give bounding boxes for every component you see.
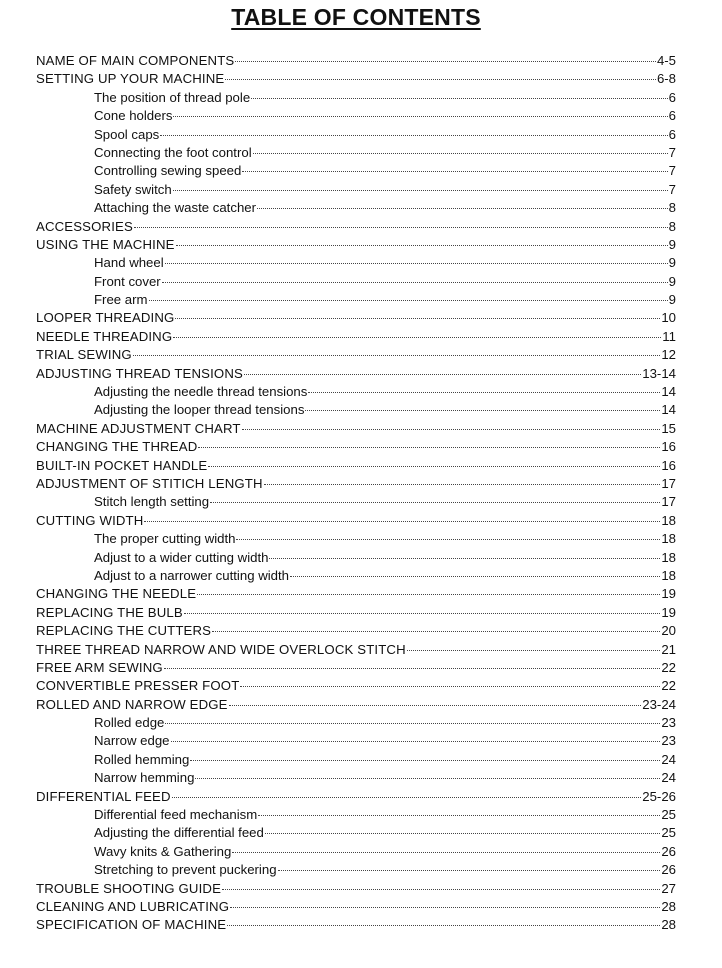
- toc-entry-page-number: 25: [661, 807, 676, 823]
- toc-entry-label: Free arm: [94, 292, 148, 308]
- toc-entry-page-number: 8: [668, 200, 676, 216]
- toc-entry-label: NEEDLE THREADING: [36, 328, 173, 344]
- toc-entry-page-number: 6-8: [656, 71, 676, 87]
- toc-entry-label: REPLACING THE BULB: [36, 604, 183, 620]
- toc-entry-label: CHANGING THE NEEDLE: [36, 586, 197, 602]
- toc-entry-label: Connecting the foot control: [94, 144, 252, 160]
- toc-entry-page-number: 28: [661, 917, 676, 933]
- toc-subentry: [36, 291, 676, 309]
- toc-subentry: [36, 383, 676, 401]
- toc-entry-label: SETTING UP YOUR MACHINE: [36, 71, 225, 87]
- toc-entry-page-number: 9: [668, 292, 676, 308]
- toc-subentry: [36, 162, 676, 180]
- toc-entry-page-number: 23-24: [642, 696, 676, 712]
- toc-entry-page-number: 10: [661, 310, 676, 326]
- toc-entry-label: ROLLED AND NARROW EDGE: [36, 696, 228, 712]
- dot-leader: [257, 207, 668, 209]
- toc-subentry: [36, 401, 676, 419]
- toc-subentry: [36, 126, 676, 144]
- toc-entry-page-number: 23: [661, 733, 676, 749]
- dot-leader: [162, 281, 668, 283]
- toc-entry-page-number: 18: [661, 549, 676, 565]
- toc-entry-page-number: 19: [661, 604, 676, 620]
- toc-entry-label: Safety switch: [94, 181, 172, 197]
- toc-entry-label: DIFFERENTIAL FEED: [36, 788, 171, 804]
- dot-leader: [134, 226, 668, 228]
- toc-entry: [36, 898, 676, 916]
- toc-entry: [36, 696, 676, 714]
- dot-leader: [197, 593, 660, 595]
- dot-leader: [251, 97, 667, 99]
- toc-entry: [36, 880, 676, 898]
- toc-entry-label: SPECIFICATION OF MACHINE: [36, 917, 227, 933]
- toc-entry: [36, 659, 676, 677]
- toc-entry-label: Rolled edge: [94, 715, 165, 731]
- dot-leader: [229, 704, 642, 706]
- toc-entry-label: LOOPER THREADING: [36, 310, 175, 326]
- toc-entry-page-number: 23: [661, 715, 676, 731]
- toc-entry-page-number: 25-26: [642, 788, 676, 804]
- toc-entry-label: Cone holders: [94, 108, 173, 124]
- toc-subentry: [36, 732, 676, 750]
- dot-leader: [225, 78, 656, 80]
- dot-leader: [305, 409, 660, 411]
- toc-subentry: [36, 861, 676, 879]
- dot-leader: [253, 152, 668, 154]
- toc-subentry: [36, 806, 676, 824]
- toc-entry-label: TROUBLE SHOOTING GUIDE: [36, 880, 222, 896]
- dot-leader: [164, 667, 661, 669]
- toc-entry: [36, 677, 676, 695]
- toc-entry-label: Adjusting the differential feed: [94, 825, 264, 841]
- toc-entry: [36, 475, 676, 493]
- toc-subentry: [36, 254, 676, 272]
- dot-leader: [195, 777, 660, 779]
- toc-entry-label: CLEANING AND LUBRICATING: [36, 898, 230, 914]
- toc-entry-label: Front cover: [94, 273, 161, 289]
- dot-leader: [227, 924, 660, 926]
- dot-leader: [232, 851, 660, 853]
- toc-entry: [36, 365, 676, 383]
- dot-leader: [172, 796, 642, 798]
- toc-subentry: [36, 144, 676, 162]
- dot-leader: [133, 354, 660, 356]
- toc-entry: [36, 438, 676, 456]
- toc-entry-page-number: 6: [668, 126, 676, 142]
- toc-entry-label: Controlling sewing speed: [94, 163, 242, 179]
- toc-entry: [36, 420, 676, 438]
- toc-entry-page-number: 18: [661, 512, 676, 528]
- toc-entry-page-number: 22: [661, 659, 676, 675]
- dot-leader: [144, 520, 660, 522]
- toc-entry: [36, 604, 676, 622]
- dot-leader: [290, 575, 660, 577]
- toc-entry-page-number: 7: [668, 163, 676, 179]
- dot-leader: [173, 115, 667, 117]
- toc-entry-page-number: 6: [668, 108, 676, 124]
- toc-entry-label: Adjust to a wider cutting width: [94, 549, 269, 565]
- toc-entry-page-number: 24: [661, 770, 676, 786]
- dot-leader: [190, 759, 660, 761]
- toc-entry: [36, 70, 676, 88]
- toc-entry: [36, 457, 676, 475]
- toc-entry-label: NAME OF MAIN COMPONENTS: [36, 53, 235, 68]
- dot-leader: [258, 814, 660, 816]
- toc-entry-page-number: 9: [668, 236, 676, 252]
- toc-entry-page-number: 25: [661, 825, 676, 841]
- dot-leader: [278, 869, 661, 871]
- dot-leader: [210, 501, 660, 503]
- toc-entry-label: Adjusting the needle thread tensions: [94, 384, 308, 400]
- toc-entry-page-number: 14: [661, 402, 676, 418]
- toc-entry-label: BUILT-IN POCKET HANDLE: [36, 457, 208, 473]
- toc-entry: [36, 512, 676, 530]
- toc-entry-label: Spool caps: [94, 126, 160, 142]
- toc-entry: [36, 52, 676, 70]
- dot-leader: [244, 373, 641, 375]
- toc-entry: [36, 585, 676, 603]
- toc-entry-page-number: 7: [668, 144, 676, 160]
- toc-entry-page-number: 11: [662, 328, 676, 344]
- table-of-contents: [36, 52, 676, 935]
- toc-entry-page-number: 22: [661, 678, 676, 694]
- page-title-text: TABLE OF CONTENTS: [231, 4, 481, 30]
- dot-leader: [242, 170, 667, 172]
- dot-leader: [184, 612, 660, 614]
- dot-leader: [165, 262, 668, 264]
- toc-entry-label: Narrow edge: [94, 733, 170, 749]
- toc-entry-label: Narrow hemming: [94, 770, 195, 786]
- dot-leader: [222, 888, 660, 890]
- toc-entry-label: Differential feed mechanism: [94, 807, 258, 823]
- toc-entry-label: CHANGING THE THREAD: [36, 439, 198, 455]
- dot-leader: [407, 649, 661, 651]
- toc-entry-page-number: 9: [668, 273, 676, 289]
- dot-leader: [165, 722, 660, 724]
- toc-entry-label: FREE ARM SEWING: [36, 659, 163, 675]
- toc-entry-label: The position of thread pole: [94, 89, 251, 105]
- dot-leader: [175, 317, 660, 319]
- dot-leader: [308, 391, 660, 393]
- toc-entry-label: MACHINE ADJUSTMENT CHART: [36, 420, 241, 436]
- toc-entry-label: CONVERTIBLE PRESSER FOOT: [36, 678, 240, 694]
- toc-subentry: [36, 714, 676, 732]
- toc-subentry: [36, 769, 676, 787]
- toc-entry-page-number: 26: [661, 843, 676, 859]
- toc-entry-page-number: 17: [661, 475, 676, 491]
- dot-leader: [176, 244, 668, 246]
- toc-subentry: [36, 493, 676, 511]
- toc-entry: [36, 788, 676, 806]
- toc-subentry: [36, 751, 676, 769]
- toc-entry-page-number: 26: [661, 862, 676, 878]
- toc-subentry: [36, 89, 676, 107]
- toc-entry: [36, 236, 676, 254]
- toc-entry: [36, 309, 676, 327]
- toc-entry-page-number: 7: [668, 181, 676, 197]
- toc-subentry: [36, 199, 676, 217]
- dot-leader: [265, 832, 660, 834]
- toc-entry: [36, 916, 676, 934]
- dot-leader: [198, 446, 660, 448]
- toc-entry-label: Wavy knits & Gathering: [94, 843, 232, 859]
- dot-leader: [208, 465, 660, 467]
- dot-leader: [240, 685, 660, 687]
- page-title: [0, 4, 712, 31]
- dot-leader: [264, 483, 661, 485]
- toc-entry: [36, 346, 676, 364]
- toc-entry-page-number: 6: [668, 89, 676, 105]
- toc-entry-label: Adjusting the looper thread tensions: [94, 402, 305, 418]
- toc-subentry: [36, 107, 676, 125]
- toc-subentry: [36, 181, 676, 199]
- toc-entry-label: ADJUSTING THREAD TENSIONS: [36, 365, 243, 381]
- toc-entry-page-number: 20: [661, 623, 676, 639]
- toc-entry-page-number: 28: [661, 898, 676, 914]
- dot-leader: [171, 740, 661, 742]
- toc-entry-label: Adjust to a narrower cutting width: [94, 567, 289, 583]
- toc-entry-page-number: 9: [668, 255, 676, 271]
- toc-entry-page-number: 21: [661, 641, 676, 657]
- toc-subentry: [36, 530, 676, 548]
- toc-entry-page-number: 27: [661, 880, 676, 896]
- toc-entry-page-number: 18: [661, 531, 676, 547]
- toc-entry-page-number: 13-14: [642, 365, 676, 381]
- toc-entry-page-number: 4-5: [656, 53, 676, 68]
- dot-leader: [236, 538, 660, 540]
- toc-entry-page-number: 16: [661, 439, 676, 455]
- dot-leader: [230, 906, 660, 908]
- toc-entry-page-number: 19: [661, 586, 676, 602]
- toc-entry-label: THREE THREAD NARROW AND WIDE OVERLOCK STITCH: [36, 641, 406, 657]
- dot-leader: [149, 299, 668, 301]
- toc-entry-label: REPLACING THE CUTTERS: [36, 623, 212, 639]
- toc-entry-page-number: 12: [661, 347, 676, 363]
- toc-subentry: [36, 567, 676, 585]
- toc-entry-label: ADJUSTMENT OF STITICH LENGTH: [36, 475, 263, 491]
- dot-leader: [160, 134, 667, 136]
- dot-leader: [212, 630, 660, 632]
- toc-entry-page-number: 8: [668, 218, 676, 234]
- dot-leader: [242, 428, 661, 430]
- dot-leader: [269, 557, 660, 559]
- toc-entry-page-number: 18: [661, 567, 676, 583]
- toc-entry-page-number: 17: [661, 494, 676, 510]
- toc-entry-label: Hand wheel: [94, 255, 164, 271]
- toc-entry-label: The proper cutting width: [94, 531, 236, 547]
- toc-entry: [36, 622, 676, 640]
- toc-entry-label: TRIAL SEWING: [36, 347, 132, 363]
- toc-subentry: [36, 824, 676, 842]
- dot-leader: [173, 336, 661, 338]
- toc-entry-label: CUTTING WIDTH: [36, 512, 144, 528]
- toc-entry-page-number: 16: [661, 457, 676, 473]
- toc-entry: [36, 218, 676, 236]
- toc-entry-label: USING THE MACHINE: [36, 236, 175, 252]
- toc-subentry: [36, 549, 676, 567]
- toc-entry: [36, 641, 676, 659]
- toc-subentry: [36, 843, 676, 861]
- toc-entry-page-number: 14: [661, 384, 676, 400]
- toc-entry-label: Stretching to prevent puckering: [94, 862, 277, 878]
- dot-leader: [173, 189, 668, 191]
- toc-entry-label: Rolled hemming: [94, 751, 190, 767]
- toc-entry-label: ACCESSORIES: [36, 218, 133, 234]
- toc-entry-label: Attaching the waste catcher: [94, 200, 257, 216]
- toc-entry-page-number: 24: [661, 751, 676, 767]
- toc-subentry: [36, 273, 676, 291]
- dot-leader: [235, 60, 656, 62]
- toc-entry-page-number: 15: [661, 420, 676, 436]
- toc-entry-label: Stitch length setting: [94, 494, 210, 510]
- toc-entry: [36, 328, 676, 346]
